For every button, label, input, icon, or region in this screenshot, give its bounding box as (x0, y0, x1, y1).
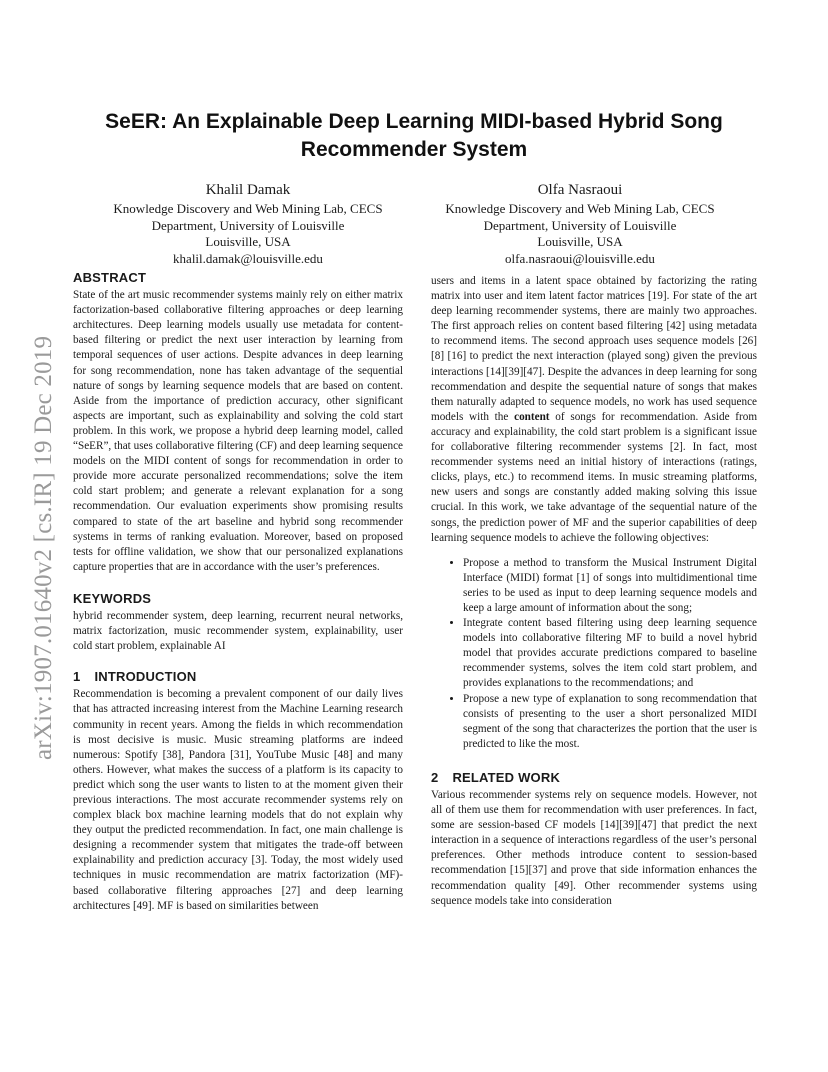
author-name: Olfa Nasraoui (537, 182, 623, 198)
abstract-heading: ABSTRACT (73, 270, 147, 285)
paper-title-line-1: SeER: An Explainable Deep Learning MIDI-based Hybrid Song (105, 110, 723, 133)
introduction-heading (73, 669, 403, 684)
objective-item: • Integrate content based filtering using deep learning sequence models into collaborative filtering MF to build a novel hybrid model that provides accurate predictions compared to baseline recommender systems, solves the item cold start problem, and provides explanations to the recommendations; and (463, 616, 757, 691)
author-affiliation: Department, University of Louisville (483, 217, 677, 233)
author-name: Khalil Damak (205, 182, 291, 198)
author-block-1 (70, 180, 426, 267)
left-column (73, 270, 403, 914)
objective-item: • Propose a method to transform the Musical Instrument Digital Interface (MIDI) format [1] of songs into multidimentional time series to be used as input to deep learning sequence models and keep a large amount of information about the song; (463, 556, 757, 616)
section-title: INTRODUCTION (94, 669, 197, 685)
author-email[interactable]: olfa.nasraoui@louisville.edu (505, 250, 655, 266)
intro-text-part-1: users and items in a latent space obtained by factorizing the rating matrix into user and item latent factor matrices [19]. For state of the art deep learning recommender systems, there are mainly two approaches. The first approach relies on content based filtering [42] using metadata to recommend items. The second approach uses sequence models [26] [8] [16] to predict the next interaction (played song) given the previous interactions [14][39][47]. Despite the advances in deep learning for song recommendation and despite the sequential nature of songs that makes them naturally adapted to sequence models, no work has used sequence models with the (431, 275, 757, 423)
right-column (431, 274, 757, 909)
keywords-text: hybrid recommender system, deep learning, recurrent neural networks, matrix factorization, music recommender system, explainability, user cold start problem, explainable AI (73, 609, 403, 653)
author-affiliation: Knowledge Discovery and Web Mining Lab, CECS (445, 201, 715, 216)
objective-item: • Propose a new type of explanation to song recommendation that consists of presenting to the user a short personalized MIDI segment of the song that characterizes the portion that the user is predicted to like the most. (463, 692, 757, 752)
section-number: 2 (431, 769, 439, 785)
emphasized-word: content (514, 410, 550, 423)
author-location: Louisville, USA (205, 234, 291, 249)
author-block-2 (402, 180, 758, 267)
keywords-heading: KEYWORDS (73, 590, 152, 606)
introduction-text: Recommendation is becoming a prevalent component of our daily lives that has attracted increasing interest from the Machine Learning research community in recent years. Among the fields in which recommendation is most decisive is music. Music streaming platforms are indeed numerous: Spotify [38], Pandora [31], YouTube Music [48] and many others. However, what makes the success of a platform is its capacity to predict which song the user wants to listen to at the moment given their previous interactions. The most accurate recommender systems rely on complex black box machine learning models that do not explain why they output the predicted recommendation. In fact, one main challenge is designing a recommender system that mitigates the trade-off between explainability and prediction accuracy [3]. Today, the most widely used techniques in music recommendation are matrix factorization (MF)-based collaborative filtering approaches [27] and deep learning architectures [49]. MF is based on similarities between (73, 688, 403, 912)
related-work-text: Various recommender systems rely on sequence models. However, not all of them use them for recommendation with user preferences. In fact, some are session-based CF models [14][39][47] that predict the next interaction in a sequence of interactions regardless of the user’s personal preferences. Other methods introduce content to session-based recommendation [15][37] and prove that side information enhances the recommendation quality [49]. Other recommender systems using sequence models take into consideration (431, 789, 757, 907)
author-affiliation: Knowledge Discovery and Web Mining Lab, CECS (113, 201, 383, 216)
author-location: Louisville, USA (537, 234, 623, 249)
related-work-heading (431, 770, 757, 785)
section-title: RELATED WORK (452, 769, 561, 785)
intro-text-part-2: of songs for recommendation. Aside from accuracy and explainability, the cold start problem is a significant issue for collaborative filtering recommender systems [2]. In fact, most recommender systems need an initial history of interactions (ratings, clicks, plays, etc.) to recommend items. In music streaming platforms, new users and songs are constantly added making solving this issue crucial. In this work, we take advantage of the sequential nature of the songs, the prediction power of MF and the superior capabilities of deep learning sequence models to achieve the following objectives: (431, 410, 758, 544)
objectives-list (431, 556, 757, 752)
paper-title-line-2: Recommender System (300, 138, 528, 161)
introduction-continued-text (431, 274, 757, 546)
section-number: 1 (73, 669, 81, 685)
arxiv-identifier-stamp: arXiv:1907.01640v2 [cs.IR] 19 Dec 2019 (30, 335, 57, 760)
author-affiliation: Department, University of Louisville (151, 217, 345, 233)
author-email[interactable]: khalil.damak@louisville.edu (173, 250, 323, 266)
paper-title (60, 108, 768, 164)
abstract-text: State of the art music recommender systems mainly rely on either matrix factorization-based collaborative filtering approaches or deep learning architectures. Deep learning models usually use metadata for content-based filtering or predict the next user interaction by learning from temporal sequences of user actions. Despite advances in deep learning for song recommendation, none has taken advantage of the sequential nature of songs by learning sequence models that are based on content. Aside from the importance of prediction accuracy, other significant aspects are important, such as explainability and solving the cold start problem. In this work, we propose a hybrid deep learning model, called “SeER”, that uses collaborative filtering (CF) and deep learning sequence models on the MIDI content of songs for recommendation in order to provide more accurate personalized recommendations; solve the item cold start problem; and generate a relevant explanation for a song recommendation. Our evaluation experiments show promising results compared to state of the art baseline and hybrid song recommender systems in terms of ranking evaluation. Moreover, based on proposed tests for offline validation, we show that our personalized explanations capture properties that are in accordance with the user’s preferences. (73, 289, 403, 573)
